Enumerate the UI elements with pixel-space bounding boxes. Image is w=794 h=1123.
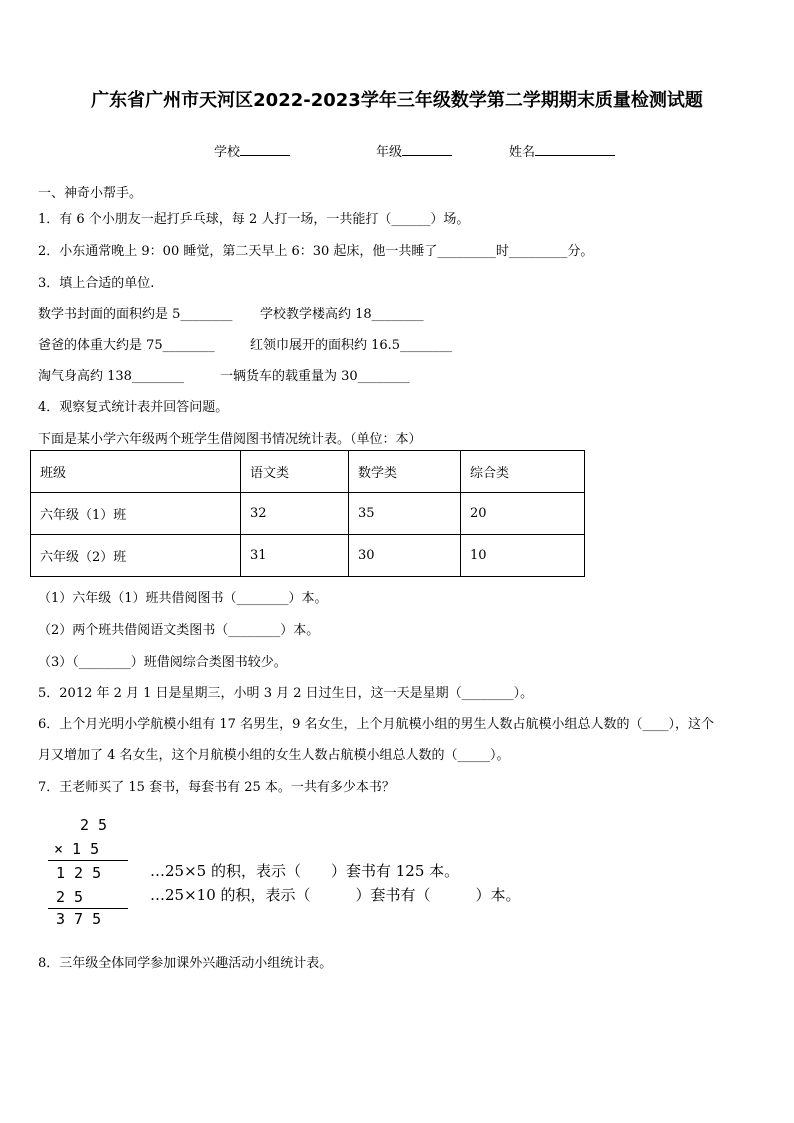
- table-cell: 六年级（2）班: [31, 535, 241, 577]
- table-cell: 32: [241, 493, 349, 535]
- question-6-line-1: 6．上个月光明小学航模小组有 17 名男生，9 名女生，上个月航模小组的男生人数占航模小组总人数的（____），这个: [38, 717, 714, 732]
- table-cell: 20: [461, 493, 585, 535]
- mult-rule-2: [48, 908, 128, 909]
- table-header-row: [31, 451, 585, 493]
- question-8: 8．三年级全体同学参加课外兴趣活动小组统计表。: [38, 956, 333, 971]
- mult-product: 3 7 5: [56, 910, 102, 928]
- table-row: [31, 493, 585, 535]
- table-header: 班级: [31, 451, 241, 493]
- question-4-heading: 4．观察复式统计表并回答问题。: [38, 400, 229, 415]
- table-cell: 六年级（1）班: [31, 493, 241, 535]
- mult-multiplier: × 1 5: [54, 840, 100, 858]
- table-cell: 10: [461, 535, 585, 577]
- q3-item-6: 一辆货车的载重量为 30________: [220, 369, 410, 384]
- q3-item-1: 数学书封面的面积约是 5________: [38, 307, 233, 322]
- grade-field: [376, 141, 452, 160]
- q4-sub-2: （2）两个班共借阅语文类图书（________）本。: [38, 623, 320, 638]
- table-header: 数学类: [349, 451, 461, 493]
- question-6-line-2: 月又增加了 4 名女生，这个月航模小组的女生人数占航模小组总人数的（_____）。: [38, 748, 510, 763]
- mult-partial-1: 1 2 5: [56, 864, 102, 882]
- table-cell: 35: [349, 493, 461, 535]
- q4-sub-1: （1）六年级（1）班共借阅图书（________）本。: [38, 591, 328, 606]
- mult-multiplicand: 2 5: [80, 816, 108, 834]
- mult-note-2: …25×10 的积，表示（ ）套书有（ ）本。: [150, 886, 521, 904]
- table-header: 语文类: [241, 451, 349, 493]
- question-5: 5．2012 年 2 月 1 日是星期三，小明 3 月 2 日过生日，这一天是星期（________）。: [38, 686, 534, 701]
- section-heading: 一、神奇小帮手。: [38, 186, 143, 201]
- grade-blank[interactable]: [402, 142, 452, 156]
- question-3-heading: 3．填上合适的单位.: [38, 276, 155, 291]
- q3-item-2: 学校教学楼高约 18________: [260, 307, 424, 322]
- question-1: 1．有 6 个小朋友一起打乒乓球，每 2 人打一场，一共能打（______）场。: [38, 212, 470, 227]
- school-field: [214, 141, 290, 160]
- mult-partial-2: 2 5: [56, 888, 84, 906]
- table-header: 综合类: [461, 451, 585, 493]
- name-field: [509, 141, 615, 160]
- school-label: 学校: [214, 145, 241, 160]
- q3-item-4: 红领巾展开的面积约 16.5________: [250, 338, 453, 353]
- table-cell: 31: [241, 535, 349, 577]
- mult-rule-1: [48, 860, 128, 861]
- q4-sub-3: （3）（________）班借阅综合类图书较少。: [38, 655, 287, 670]
- table-row: [31, 535, 585, 577]
- mult-note-1: …25×5 的积，表示（ ）套书有 125 本。: [150, 862, 460, 880]
- name-blank[interactable]: [535, 142, 615, 156]
- table-caption: 下面是某小学六年级两个班学生借阅图书情况统计表。（单位：本）: [38, 432, 422, 447]
- name-label: 姓名: [509, 145, 536, 160]
- grade-label: 年级: [376, 145, 403, 160]
- school-blank[interactable]: [240, 142, 290, 156]
- question-7: 7．王老师买了 15 套书，每套书有 25 本。一共有多少本书？: [38, 780, 395, 795]
- q3-item-5: 淘气身高约 138________: [38, 369, 184, 384]
- q3-item-3: 爸爸的体重大约是 75________: [38, 338, 215, 353]
- reading-stats-table: [30, 450, 585, 577]
- page-title: 广东省广州市天河区2022-2023学年三年级数学第二学期期末质量检测试题: [91, 90, 703, 111]
- table-cell: 30: [349, 535, 461, 577]
- question-2: 2．小东通常晚上 9：00 睡觉，第二天早上 6：30 起床，他一共睡了_________时_________分。: [38, 244, 594, 259]
